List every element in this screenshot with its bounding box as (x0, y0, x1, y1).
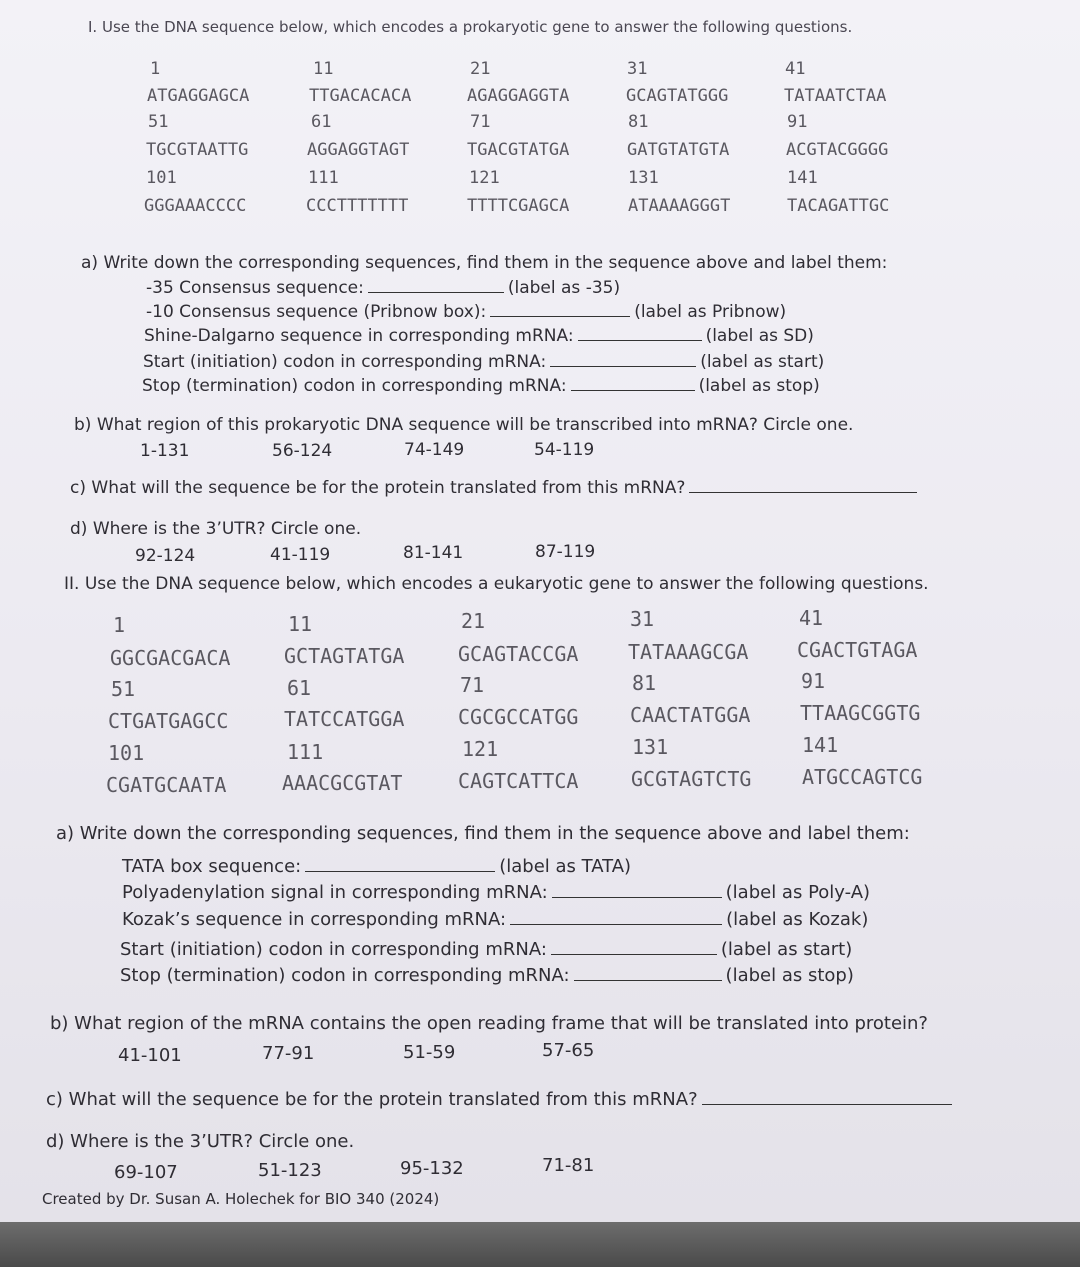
position-number: 1 (113, 613, 126, 637)
dna-block: GGGAAACCCC (144, 196, 247, 216)
choice-option[interactable]: 1-131 (140, 441, 190, 461)
dna-block: AGGAGGTAGT (307, 140, 410, 160)
answer-blank[interactable] (571, 376, 695, 391)
dna-block: CAGTCATTCA (458, 769, 579, 793)
part1-question-d: d) Where is the 3’UTR? Circle one. (70, 519, 362, 539)
choice-option[interactable]: 92-124 (135, 546, 196, 566)
item-text: Shine-Dalgarno sequence in corresponding mRNA: (144, 326, 574, 346)
dna-block: GCAGTATGGG (626, 86, 729, 106)
item-text: Stop (termination) codon in corresponding mRNA: (142, 376, 567, 396)
position-number: 111 (308, 168, 339, 188)
item-pribnow (146, 302, 786, 322)
dna-block: GGCGACGACA (110, 646, 231, 670)
item-label: (label as stop) (725, 965, 854, 986)
item-kozak (122, 909, 868, 930)
dna-block: ACGTACGGGG (786, 140, 889, 160)
dna-block: ATGAGGAGCA (147, 86, 250, 106)
position-number: 81 (632, 671, 657, 695)
position-number: 11 (313, 59, 334, 79)
position-number: 31 (627, 59, 648, 79)
item-text: Kozak’s sequence in corresponding mRNA: (122, 909, 507, 930)
item-label: (label as -35) (507, 278, 621, 298)
dna-block: GCTAGTATGA (284, 644, 405, 668)
item-label: (label as start) (720, 939, 853, 960)
position-number: 71 (460, 673, 485, 697)
position-number: 91 (801, 669, 826, 693)
item-label: (label as Kozak) (726, 909, 869, 930)
answer-blank[interactable] (578, 326, 702, 341)
item-text: -10 Consensus sequence (Pribnow box): (146, 302, 487, 322)
choice-option[interactable]: 41-119 (270, 545, 331, 565)
dna-block: TTAAGCGGTG (800, 701, 921, 725)
item-text: Start (initiation) codon in corresponding mRNA: (143, 352, 547, 372)
item-minus35 (146, 278, 620, 298)
part2-question-c (46, 1089, 956, 1110)
answer-blank[interactable] (574, 966, 722, 981)
item-text: Stop (termination) codon in corresponding mRNA: (120, 965, 570, 986)
dna-block: ATGCCAGTCG (802, 765, 923, 789)
dna-block: CCCTTTTTTT (306, 196, 409, 216)
answer-blank[interactable] (552, 883, 722, 898)
question-text: c) What will the sequence be for the protein translated from this mRNA? (70, 478, 686, 498)
choice-option[interactable]: 81-141 (403, 543, 464, 563)
dna-block: AGAGGAGGTA (467, 86, 570, 106)
position-number: 141 (802, 733, 839, 757)
item-label: (label as start) (700, 352, 825, 372)
position-number: 61 (287, 676, 312, 700)
position-number: 51 (148, 112, 169, 132)
part2-heading: II. Use the DNA sequence below, which encodes a eukaryotic gene to answer the following questions. (64, 574, 929, 594)
choice-option[interactable]: 51-59 (403, 1042, 456, 1063)
position-number: 101 (146, 168, 177, 188)
choice-option[interactable]: 41-101 (118, 1045, 182, 1066)
position-number: 141 (787, 168, 818, 188)
position-number: 101 (108, 741, 145, 765)
dna-block: TTGACACACA (309, 86, 412, 106)
choice-option[interactable]: 56-124 (272, 441, 333, 461)
item-text: Start (initiation) codon in corresponding mRNA: (120, 939, 547, 960)
item-start-codon (143, 352, 824, 372)
answer-blank[interactable] (702, 1090, 952, 1105)
dna-block: CAACTATGGA (630, 703, 751, 727)
position-number: 131 (632, 735, 669, 759)
answer-blank[interactable] (550, 352, 696, 367)
position-number: 131 (628, 168, 659, 188)
position-number: 51 (111, 677, 136, 701)
item-tata-box (122, 856, 631, 877)
choice-option[interactable]: 57-65 (542, 1040, 595, 1061)
dna-block: ATAAAAGGGT (628, 196, 731, 216)
part1-question-a: a) Write down the corresponding sequences, find them in the sequence above and label them: (81, 253, 888, 273)
position-number: 1 (150, 59, 161, 79)
choice-option[interactable]: 54-119 (534, 440, 595, 460)
dna-block: TACAGATTGC (787, 196, 890, 216)
credit-footer: Created by Dr. Susan A. Holechek for BIO 340 (2024) (42, 1190, 440, 1208)
answer-blank[interactable] (305, 857, 495, 872)
position-number: 71 (470, 112, 491, 132)
part2-question-a: a) Write down the corresponding sequences, find them in the sequence above and label them: (56, 823, 910, 844)
choice-option[interactable]: 95-132 (400, 1158, 464, 1179)
item-label: (label as stop) (698, 376, 820, 396)
position-number: 21 (461, 609, 486, 633)
question-text: c) What will the sequence be for the protein translated from this mRNA? (46, 1089, 698, 1110)
dna-block: TATAAAGCGA (628, 640, 749, 664)
dna-block: TGACGTATGA (467, 140, 570, 160)
item-label: (label as TATA) (499, 856, 632, 877)
position-number: 121 (462, 737, 499, 761)
dna-block: TATAATCTAA (784, 86, 887, 106)
answer-blank[interactable] (510, 910, 722, 925)
item-stop-codon (142, 376, 820, 396)
part1-question-b: b) What region of this prokaryotic DNA sequence will be transcribed into mRNA? Circle one. (74, 415, 854, 435)
dna-block: AAACGCGTAT (282, 771, 403, 795)
position-number: 31 (630, 607, 655, 631)
answer-blank[interactable] (689, 478, 917, 493)
item-text: TATA box sequence: (122, 856, 302, 877)
item-label: (label as Poly-A) (725, 882, 871, 903)
part1-heading: I. Use the DNA sequence below, which encodes a prokaryotic gene to answer the following questions. (88, 18, 853, 36)
choice-option[interactable]: 77-91 (262, 1043, 315, 1064)
choice-option[interactable]: 74-149 (404, 440, 465, 460)
position-number: 61 (311, 112, 332, 132)
dna-block: CGACTGTAGA (797, 638, 918, 662)
part2-question-b: b) What region of the mRNA contains the open reading frame that will be translated into protein? (50, 1013, 928, 1034)
position-number: 41 (799, 606, 824, 630)
part2-question-d: d) Where is the 3’UTR? Circle one. (46, 1131, 355, 1152)
choice-option[interactable]: 87-119 (535, 542, 596, 562)
dna-block: GATGTATGTA (627, 140, 730, 160)
item-polyadenylation (122, 882, 870, 903)
dna-block: TATCCATGGA (284, 707, 405, 731)
position-number: 41 (785, 59, 806, 79)
dna-block: CGATGCAATA (106, 773, 227, 797)
position-number: 121 (469, 168, 500, 188)
dna-block: CTGATGAGCC (108, 709, 229, 733)
item-text: Polyadenylation signal in corresponding mRNA: (122, 882, 548, 903)
position-number: 21 (470, 59, 491, 79)
choice-option[interactable]: 69-107 (114, 1162, 178, 1183)
choice-option[interactable]: 71-81 (542, 1155, 595, 1176)
item-stop-codon (120, 965, 854, 986)
part1-question-c (70, 478, 921, 498)
position-number: 11 (288, 612, 313, 636)
position-number: 111 (287, 740, 324, 764)
dna-block: TTTTCGAGCA (467, 196, 570, 216)
answer-blank[interactable] (490, 302, 630, 317)
dna-block: GCAGTACCGA (458, 642, 579, 666)
item-start-codon (120, 939, 852, 960)
item-text: -35 Consensus sequence: (146, 278, 364, 298)
item-shine-dalgarno (144, 326, 814, 346)
answer-blank[interactable] (368, 278, 504, 293)
position-number: 81 (628, 112, 649, 132)
choice-option[interactable]: 51-123 (258, 1160, 322, 1181)
position-number: 91 (787, 112, 808, 132)
item-label: (label as SD) (705, 326, 814, 346)
dna-block: CGCGCCATGG (458, 705, 579, 729)
desk-background (0, 1222, 1080, 1267)
item-label: (label as Pribnow) (634, 302, 787, 322)
answer-blank[interactable] (551, 940, 717, 955)
dna-block: GCGTAGTCTG (631, 767, 752, 791)
dna-block: TGCGTAATTG (146, 140, 249, 160)
